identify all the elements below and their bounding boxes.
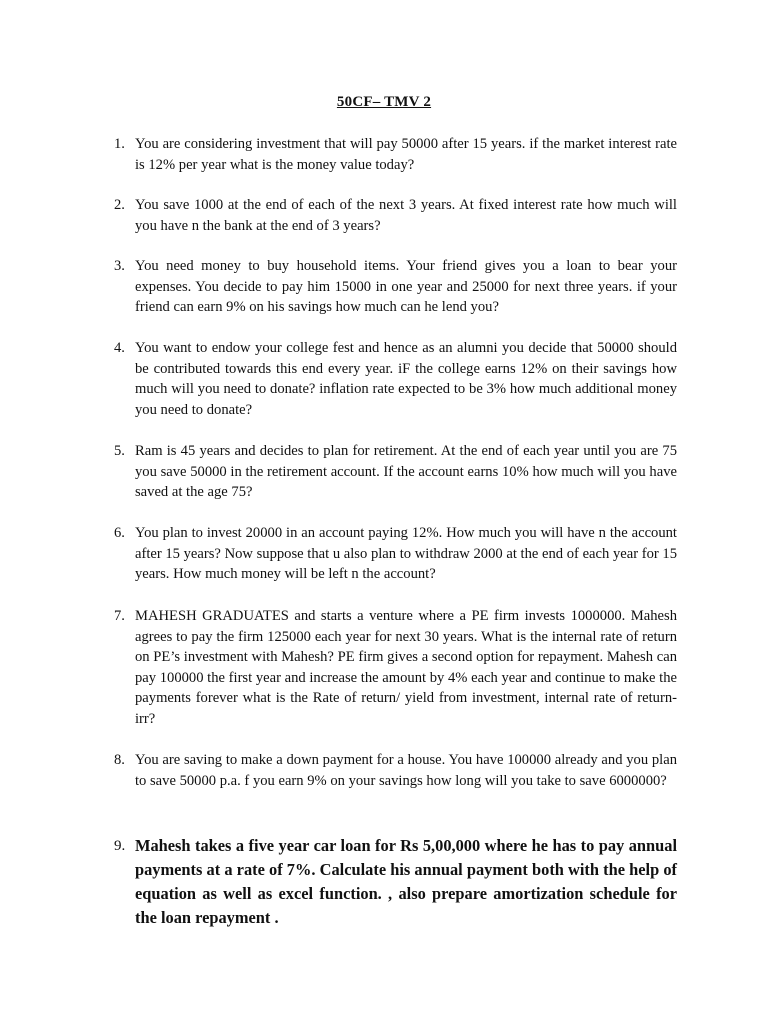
- question-item: [114, 523, 677, 585]
- question-item: [114, 750, 677, 791]
- question-text: MAHESH GRADUATES and starts a venture where a PE firm invests 1000000. Mahesh agrees to pay the firm 125000 each year for next 30 years. What is the internal rate of return on PE’s investment with Mahesh? PE firm gives a second option for repayment. Mahesh can pay 100000 the first year and increase the amount by 4% each year and continue to make the payments forever what is the Rate of return/ yield from investment, internal rate of return-irr?: [135, 608, 677, 727]
- question-text: You are saving to make a down payment for a house. You have 100000 already and you plan to save 50000 p.a. f you earn 9% on your savings how long will you take to save 6000000?: [135, 752, 677, 789]
- question-text: You save 1000 at the end of each of the next 3 years. At fixed interest rate how much will you have n the bank at the end of 3 years?: [135, 197, 677, 234]
- question-number: 9.: [114, 838, 126, 854]
- question-number: 5.: [114, 443, 125, 459]
- question-item: [114, 256, 677, 318]
- question-item: [114, 441, 677, 503]
- question-number: 7.: [114, 608, 125, 624]
- question-number: 6.: [114, 525, 125, 541]
- question-number: 1.: [114, 136, 125, 152]
- question-number: 8.: [114, 752, 125, 768]
- question-number: 2.: [114, 197, 125, 213]
- page-title: 50CF– TMV 2: [336, 94, 432, 110]
- question-text: You need money to buy household items. Your friend gives you a loan to bear your expenses. You decide to pay him 15000 in one year and 25000 for next three years. if your friend can earn 9% on his savings how much can he lend you?: [135, 258, 677, 316]
- question-text: You want to endow your college fest and hence as an alumni you decide that 50000 should be contributed towards this end every year. iF the college earns 12% on their savings how much will you need to donate? inflation rate expected to be 3% how much additional money you need to donate?: [135, 340, 677, 418]
- question-number: 4.: [114, 340, 125, 356]
- question-item: [114, 338, 677, 420]
- question-item-highlighted: [114, 834, 677, 930]
- question-item: [114, 134, 677, 175]
- question-item: [114, 195, 677, 236]
- question-item: [114, 606, 677, 730]
- question-text: Mahesh takes a five year car loan for Rs 5,00,000 where he has to pay annual payments at a rate of 7%. Calculate his annual payment both with the help of equation as well as excel function. , also prepare amortization schedule for the loan repayment .: [135, 836, 677, 927]
- question-text: You are considering investment that will pay 50000 after 15 years. if the market interest rate is 12% per year what is the money value today?: [135, 136, 677, 173]
- question-number: 3.: [114, 258, 125, 274]
- question-text: You plan to invest 20000 in an account paying 12%. How much you will have n the account after 15 years? Now suppose that u also plan to withdraw 2000 at the end of each year for 15 years. How much money will be left n the account?: [135, 525, 677, 583]
- question-text: Ram is 45 years and decides to plan for retirement. At the end of each year until you are 75 you save 50000 in the retirement account. If the account earns 10% how much will you have saved at the age 75?: [135, 443, 677, 501]
